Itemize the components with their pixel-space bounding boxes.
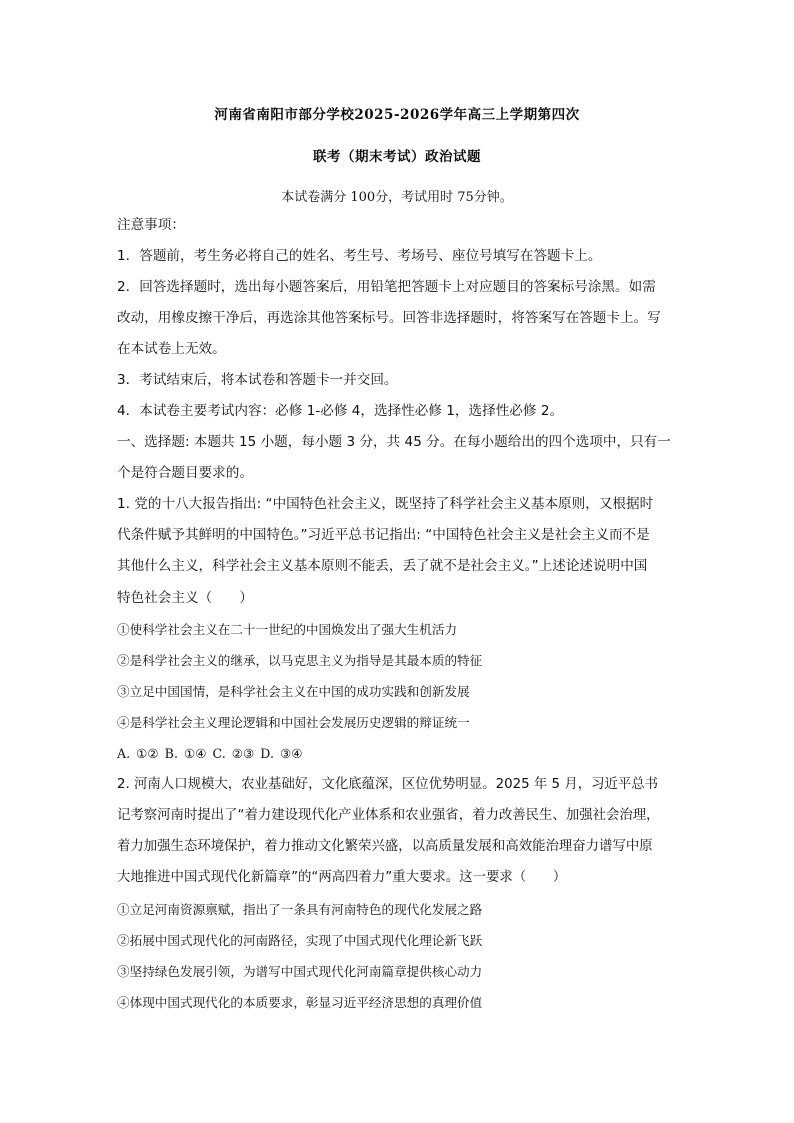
question2-stem-line: 着力加强生态环境保护，着力推动文化繁荣兴盛，以高质量发展和高效能治理奋力谱写中原	[117, 839, 653, 854]
question1-stem-line: 特色社会主义（ ）	[117, 590, 253, 606]
exam-title-line1: 河南省南阳市部分学校2025-2026学年高三上学期第四次	[214, 107, 580, 123]
exam-subtitle: 本试卷满分 100分，考试用时 75分钟。	[281, 190, 513, 205]
question1-option: ③立足中国国情，是科学社会主义在中国的成功实践和创新发展	[117, 684, 470, 699]
question1-option: ④是科学社会主义理论逻辑和中国社会发展历史逻辑的辩证统一	[117, 715, 470, 730]
question1-option: ②是科学社会主义的继承，以马克思主义为指导是其最本质的特征	[117, 653, 483, 668]
question2-stem-line: 2. 河南人口规模大，农业基础好，文化底蕴深，区位优势明显。2025 年 5 月，习近平总书	[117, 777, 659, 792]
notes-line: 改动，用橡皮擦干净后，再选涂其他答案标号。回答非选择题时，将答案写在答题卡上。写	[117, 310, 661, 326]
question2-option: ①立足河南资源禀赋，指出了一条具有河南特色的现代化发展之路	[117, 902, 483, 917]
question1-stem-line: 代条件赋予其鲜明的中国特色。”习近平总书记指出: “中国特色社会主义是社会主义而不是	[117, 527, 650, 543]
question2-option: ②拓展中国式现代化的河南路径，实现了中国式现代化理论新飞跃	[117, 933, 483, 948]
question1-stem-line: 1. 党的十八大报告指出: “中国特色社会主义，既坚持了科学社会主义基本原则，又根据时	[117, 496, 654, 512]
question2-option: ④体现中国式现代化的本质要求，彰显习近平经济思想的真理价值	[117, 995, 483, 1010]
notes-line: 在本试卷上无效。	[117, 341, 226, 357]
notes-line: 2．回答选择题时，选出每小题答案后，用铅笔把答题卡上对应题目的答案标号涂黑。如需	[117, 279, 656, 295]
question2-stem-line: 大地推进中国式现代化新篇章”的“两高四着力”重大要求。这一要求（ ）	[117, 870, 567, 885]
notes-line: 1．答题前，考生务必将自己的姓名、考生号、考场号、座位号填写在答题卡上。	[117, 248, 602, 264]
question1-option: ①使科学社会主义在二十一世纪的中国焕发出了强大生机活力	[117, 622, 458, 637]
section-heading-line: 个是符合题目要求的。	[117, 465, 253, 481]
section-heading-line: 一、选择题: 本题共 15 小题，每小题 3 分，共 45 分。在每小题给出的四个选项中，只有一	[117, 434, 671, 450]
notes-line: 3．考试结束后，将本试卷和答题卡一并交回。	[117, 372, 398, 388]
exam-title-line2: 联考（期末考试）政治试题	[313, 149, 481, 165]
question1-stem-line: 其他什么主义，科学社会主义基本原则不能丢，丢了就不是社会主义。”上述论述说明中国	[117, 558, 648, 574]
notes-line: 4．本试卷主要考试内容：必修 1-必修 4，选择性必修 1，选择性必修 2。	[117, 403, 564, 419]
question2-option: ③坚持绿色发展引领，为谱写中国式现代化河南篇章提供核心动力	[117, 964, 483, 979]
question1-answer-choices: A. ①② B. ①④ C. ②③ D. ③④	[117, 746, 303, 761]
notes-heading: 注意事项：	[117, 217, 185, 233]
question2-stem-line: 记考察河南时提出了“着力建设现代化产业体系和农业强省，着力改善民生、加强社会治理，	[117, 808, 660, 823]
